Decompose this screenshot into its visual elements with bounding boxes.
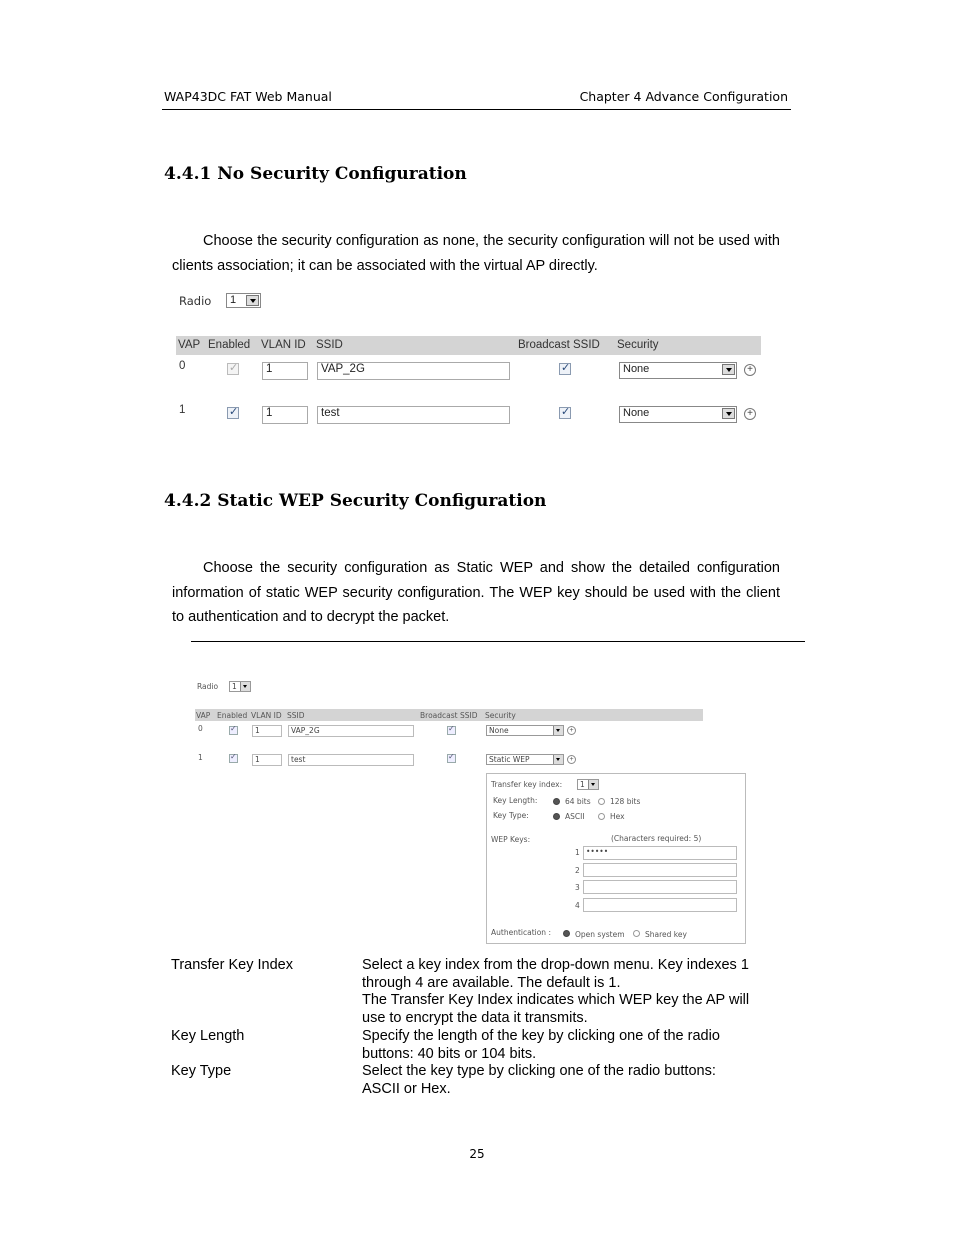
key-type-hex-label: Hex [610,812,625,821]
key-length-128-label: 128 bits [610,797,641,806]
ssid-field[interactable]: test [317,406,510,424]
vap-index: 0 [198,724,203,733]
col-vap: VAP [178,339,201,351]
radio-label: Radio [179,294,212,308]
security-select[interactable] [619,406,737,423]
col-security: Security [617,339,659,351]
vlan-id-field[interactable]: 1 [262,362,308,380]
section-title-no-security: 4.4.1 No Security Configuration [164,164,467,184]
characters-required-note: (Characters required: 5) [611,834,702,843]
ssid-field[interactable]: VAP_2G [288,725,414,737]
key-length-label: Key Length: [493,796,538,805]
ssid-field[interactable]: VAP_2G [317,362,510,380]
expand-plus-icon[interactable]: + [567,755,576,764]
definition-term: Key Type [171,1063,232,1079]
vap-index: 1 [179,404,186,416]
security-select[interactable] [486,725,564,736]
transfer-key-index-select[interactable] [577,779,599,790]
enabled-checkbox[interactable] [227,407,239,419]
header-left-title: WAP43DC FAT Web Manual [164,89,332,104]
col-vlan-id: VLAN ID [251,711,282,720]
ssid-field[interactable]: test [288,754,414,766]
definition-description: Select the key type by clicking one of the radio buttons: ASCII or Hex. [362,1063,716,1097]
auth-shared-key-label: Shared key [645,930,687,939]
expand-plus-icon[interactable]: + [744,364,756,376]
expand-plus-icon[interactable]: + [744,408,756,420]
wep-key-1-field[interactable]: ••••• [583,846,737,860]
security-select[interactable] [486,754,564,765]
chevron-down-icon [588,780,598,789]
header-right-chapter: Chapter 4 Advance Configuration [579,89,788,104]
wep-key-number: 1 [575,848,580,857]
enabled-checkbox[interactable] [227,363,239,375]
definition-description: Specify the length of the key by clicking one of the radio buttons: 40 bits or 104 bits. [362,1028,720,1062]
col-ssid: SSID [287,711,305,720]
key-type-ascii-radio[interactable] [553,813,560,820]
vlan-id-field[interactable]: 1 [252,725,282,737]
wep-key-number: 3 [575,883,580,892]
transfer-key-index-value: 1 [580,780,585,789]
col-security: Security [485,711,516,720]
radio-select-value: 1 [230,294,237,306]
chevron-down-icon [553,755,563,764]
radio-select[interactable] [229,681,251,692]
broadcast-ssid-checkbox[interactable] [559,407,571,419]
key-type-ascii-label: ASCII [565,812,585,821]
col-broadcast-ssid: Broadcast SSID [518,339,600,351]
col-vlan-id: VLAN ID [261,339,306,351]
radio-label: Radio [197,682,219,691]
vlan-id-field[interactable]: 1 [252,754,282,766]
wep-key-2-field[interactable] [583,863,737,877]
vlan-id-field[interactable]: 1 [262,406,308,424]
key-length-128-radio[interactable] [598,798,605,805]
definition-term: Transfer Key Index [171,957,293,973]
wep-keys-label: WEP Keys: [491,835,531,844]
expand-plus-icon[interactable]: + [567,726,576,735]
chevron-down-icon [553,726,563,735]
vap-index: 0 [179,360,186,372]
chevron-down-icon [722,408,735,419]
security-select[interactable] [619,362,737,379]
transfer-key-index-label: Transfer key index: [491,780,563,789]
section-divider [191,641,805,642]
key-type-label: Key Type: [493,811,529,820]
key-length-64-radio[interactable] [553,798,560,805]
section-paragraph-static-wep: Choose the security configuration as Static WEP and show the detailed configuration information of static WEP security configuration. The WEP key should be used with the client to authentication and to decrypt the packet. [172,560,780,625]
vap-index: 1 [198,753,203,762]
enabled-checkbox[interactable] [229,754,238,763]
wep-key-4-field[interactable] [583,898,737,912]
chevron-down-icon [722,364,735,375]
wep-key-3-field[interactable] [583,880,737,894]
security-select-value: None [623,407,650,419]
authentication-label: Authentication : [491,928,551,937]
section-title-static-wep: 4.4.2 Static WEP Security Configuration [164,491,547,511]
broadcast-ssid-checkbox[interactable] [559,363,571,375]
broadcast-ssid-checkbox[interactable] [447,754,456,763]
auth-shared-key-radio[interactable] [633,930,640,937]
header-rule [162,109,791,110]
wep-key-number: 2 [575,866,580,875]
definition-description: Select a key index from the drop-down menu. Key indexes 1 through 4 are available. The default is 1. The Transfer Key Index indicates which WEP key the AP will use to encrypt the data it transmits. [362,957,750,1027]
security-select-value: None [623,363,650,375]
col-enabled: Enabled [208,339,251,351]
auth-open-system-radio[interactable] [563,930,570,937]
radio-select-value: 1 [232,682,237,691]
enabled-checkbox[interactable] [229,726,238,735]
security-select-value: None [489,726,509,735]
auth-open-system-label: Open system [575,930,625,939]
col-ssid: SSID [316,339,343,351]
chevron-down-icon [240,682,250,691]
security-select-value: Static WEP [489,755,530,764]
wep-key-number: 4 [575,901,580,910]
definition-term: Key Length [171,1028,245,1044]
col-vap: VAP [196,711,211,720]
section-paragraph-no-security: Choose the security configuration as none, the security configuration will not be used with clients association; it can be associated with the virtual AP directly. [172,233,780,274]
col-broadcast-ssid: Broadcast SSID [420,711,478,720]
key-type-hex-radio[interactable] [598,813,605,820]
page-number: 25 [469,1147,485,1161]
chevron-down-icon [246,295,259,306]
radio-select[interactable] [226,293,261,308]
broadcast-ssid-checkbox[interactable] [447,726,456,735]
col-enabled: Enabled [217,711,248,720]
key-length-64-label: 64 bits [565,797,591,806]
